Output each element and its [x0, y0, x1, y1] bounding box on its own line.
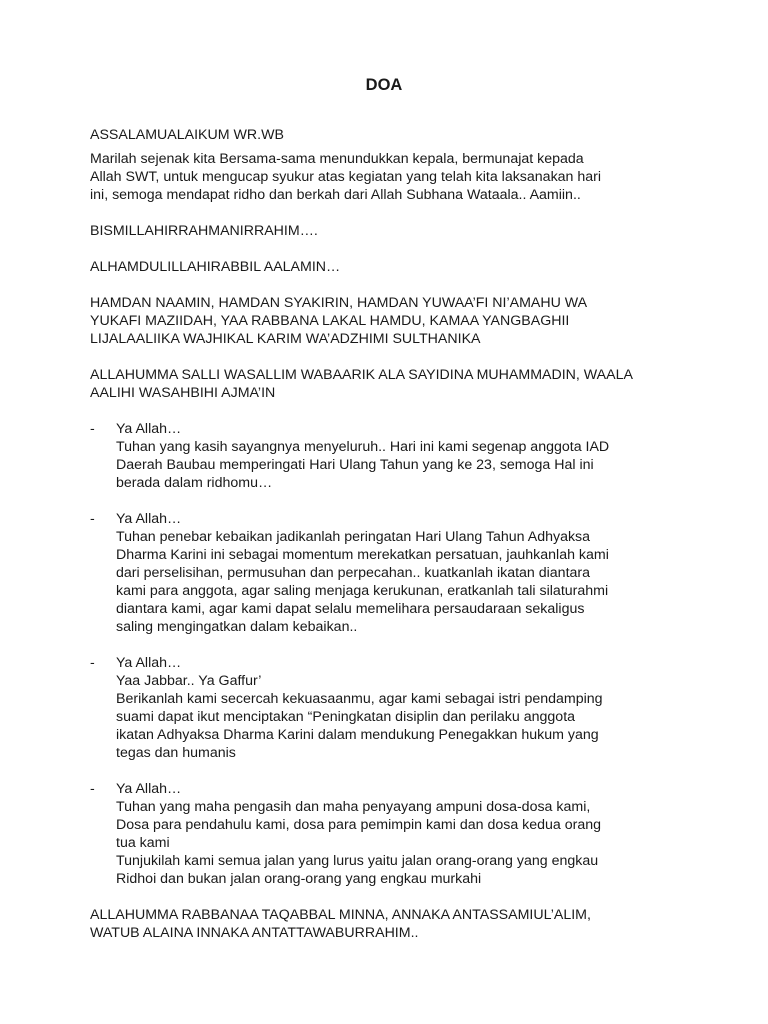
shalawat-line: ALLAHUMMA SALLI WASALLIM WABAARIK ALA SAYIDINA MUHAMMADIN, WAALA [90, 367, 633, 383]
prayer-line: Tuhan penebar kebaikan jadikanlah peringatan Hari Ulang Tahun Adhyaksa [116, 529, 591, 545]
bullet-dash: - [90, 781, 95, 797]
bullet-dash: - [90, 421, 95, 437]
prayer-line: Ya Allah… [116, 511, 182, 527]
shalawat-paragraph [90, 366, 690, 402]
prayer-line: Berikanlah kami secercah kekuasaanmu, agar kami sebagai istri pendamping [116, 691, 603, 707]
prayer-line: Ya Allah… [116, 781, 182, 797]
prayer-item [90, 420, 690, 492]
prayer-line: tua kami [116, 835, 170, 851]
prayer-line: ikatan Adhyaksa Dharma Karini dalam mendukung Penegakkan hukum yang [116, 727, 599, 743]
shalawat-line: AALIHI WASAHBIHI AJMA’IN [90, 385, 276, 401]
prayer-line: Tuhan yang kasih sayangnya menyeluruh.. Hari ini kami segenap anggota IAD [116, 439, 610, 455]
prayer-line: Yaa Jabbar.. Ya Gaffur’ [116, 673, 262, 689]
alhamdulillah-text: ALHAMDULILLAHIRABBIL AALAMIN… [90, 259, 341, 275]
prayer-line: Dosa para pendahulu kami, dosa para pemimpin kami dan dosa kedua orang [116, 817, 602, 833]
closing-line: ALLAHUMMA RABBANAA TAQABBAL MINNA, ANNAKA ANTASSAMIUL’ALIM, [90, 907, 591, 923]
prayer-line: Tuhan yang maha pengasih dan maha penyayang ampuni dosa-dosa kami, [116, 799, 591, 815]
intro-line: Marilah sejenak kita Bersama-sama menundukkan kepala, bermunajat kepada [90, 151, 584, 167]
prayer-item [90, 654, 690, 762]
intro-line: ini, semoga mendapat ridho dan berkah dari Allah Subhana Wataala.. Aamiin.. [90, 187, 581, 203]
prayer-line: diantara kami, agar kami dapat selalu memelihara persaudaraan sekaligus [116, 601, 585, 617]
prayer-line: Ridhoi dan bukan jalan orang-orang yang engkau murkahi [116, 871, 482, 887]
bismillah-text: BISMILLAHIRRAHMANIRRAHIM…. [90, 223, 318, 239]
prayer-line: berada dalam ridhomu… [116, 475, 273, 491]
prayer-line: Dharma Karini ini sebagai momentum merekatkan persatuan, jauhkanlah kami [116, 547, 609, 563]
prayer-line: tegas dan humanis [116, 745, 236, 761]
prayer-line: Ya Allah… [116, 655, 182, 671]
intro-line: Allah SWT, untuk mengucap syukur atas kegiatan yang telah kita laksanakan hari [90, 169, 602, 185]
prayer-line: suami dapat ikut menciptakan “Peningkatan disiplin dan perilaku anggota [116, 709, 576, 725]
hamdan-line: YUKAFI MAZIIDAH, YAA RABBANA LAKAL HAMDU, KAMAA YANGBAGHII [90, 313, 570, 329]
intro-paragraph [90, 150, 690, 204]
prayer-line: kami para anggota, agar saling menjaga kerukunan, eratkanlah tali silaturahmi [116, 583, 609, 599]
closing-paragraph [90, 906, 690, 942]
document-body [90, 126, 690, 942]
prayer-item [90, 510, 690, 636]
hamdan-paragraph [90, 294, 690, 348]
prayer-line: Daerah Baubau memperingati Hari Ulang Tahun yang ke 23, semoga Hal ini [116, 457, 594, 473]
bullet-dash: - [90, 655, 95, 671]
prayer-line: Ya Allah… [116, 421, 182, 437]
greeting-text: ASSALAMUALAIKUM WR.WB [90, 127, 284, 143]
bullet-dash: - [90, 511, 95, 527]
closing-line: WATUB ALAINA INNAKA ANTATTAWABURRAHIM.. [90, 925, 419, 941]
prayer-line: saling mengingatkan dalam kebaikan.. [116, 619, 358, 635]
hamdan-line: LIJALAALIIKA WAJHIKAL KARIM WA’ADZHIMI SULTHANIKA [90, 331, 481, 347]
prayer-line: Tunjukilah kami semua jalan yang lurus yaitu jalan orang-orang yang engkau [116, 853, 599, 869]
prayer-line: dari perselisihan, permusuhan dan perpecahan.. kuatkanlah ikatan diantara [116, 565, 591, 581]
hamdan-line: HAMDAN NAAMIN, HAMDAN SYAKIRIN, HAMDAN YUWAA’FI NI’AMAHU WA [90, 295, 588, 311]
prayer-item [90, 780, 690, 888]
document-title: DOA [365, 76, 403, 94]
